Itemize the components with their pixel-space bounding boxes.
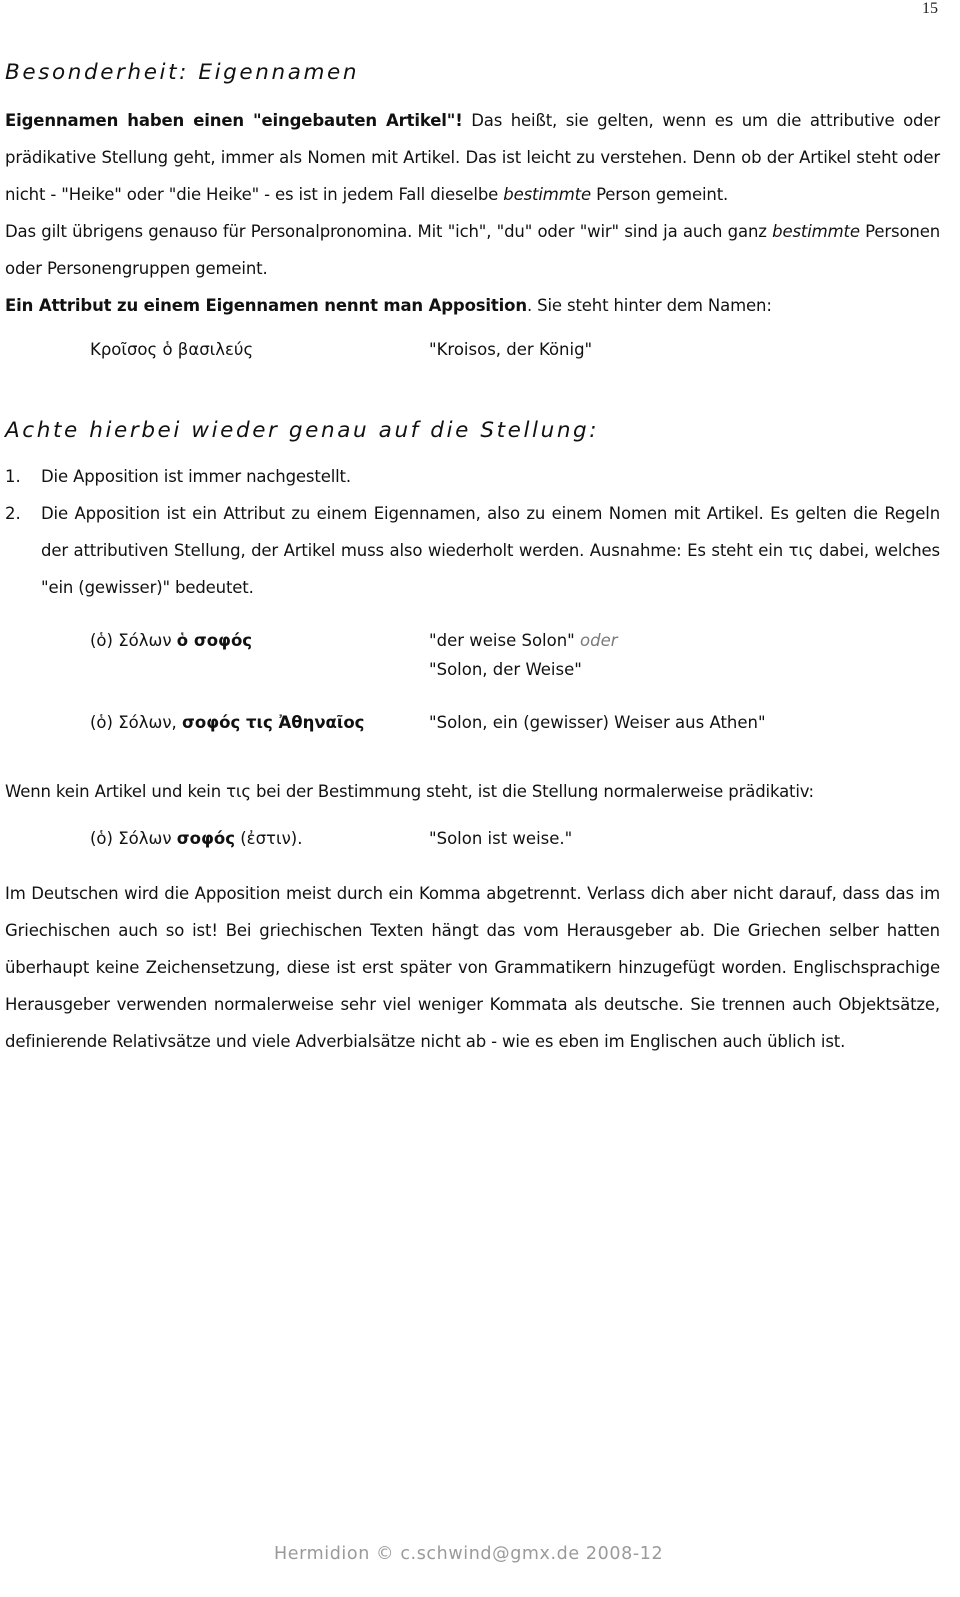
- example-solon-athenaios-translation: "Solon, ein (gewisser) Weiser aus Athen": [429, 712, 766, 732]
- section-heading-stellung: Achte hierbei wieder genau auf die Stellung:: [5, 417, 600, 443]
- example-solon-estin: [5, 824, 940, 853]
- example-kroisos-greek: Κροῖσος ὁ βασιλεύς: [90, 339, 254, 359]
- section-heading-eigennamen: Besonderheit: Eigennamen: [5, 60, 360, 85]
- pronomina-text-1: Das gilt übrigens genauso für Personalpronomina. Mit "ich", "du" oder "wir" sind ja auch ganz: [5, 221, 773, 241]
- greek-bold: ὁ σοφός: [176, 630, 253, 650]
- example-solon-sophos: [5, 626, 940, 684]
- list-item-text: Die Apposition ist immer nachgestellt.: [41, 466, 351, 486]
- translation-1: "der weise Solon": [429, 630, 575, 650]
- greek-bold: σοφός τις Ἀθηναῖος: [182, 712, 365, 732]
- example-solon-sophos-translation: [429, 626, 940, 684]
- greek-plain: (ὁ) Σόλων,: [90, 712, 183, 732]
- pronomina-text-2: Personen oder Personengruppen gemeint.: [5, 221, 941, 278]
- list-item: [5, 495, 940, 606]
- greek-plain: (ὁ) Σόλων: [90, 828, 177, 848]
- rules-list: [5, 458, 940, 606]
- greek-bold: σοφός: [176, 828, 235, 848]
- paragraph-praedikativ: Wenn kein Artikel und kein τις bei der Bestimmung steht, ist die Stellung normalerweise prädikativ:: [5, 781, 814, 801]
- apposition-text: . Sie steht hinter dem Namen:: [526, 295, 772, 315]
- apposition-bold: Ein Attribut zu einem Eigennamen nennt man Apposition: [5, 295, 527, 315]
- page-number: 15: [922, 0, 938, 17]
- list-item-number: 2.: [5, 503, 21, 523]
- intro-text-2: Person gemeint.: [590, 184, 729, 204]
- page-footer: Hermidion © c.schwind@gmx.de 2008-12: [274, 1544, 664, 1564]
- example-kroisos-translation: "Kroisos, der König": [429, 339, 593, 359]
- list-item-text: Die Apposition ist ein Attribut zu einem Eigennamen, also zu einem Nomen mit Artikel. Es gelten die Regeln der attributiven Stellung, der Artikel muss also wiederholt werden. Ausnahme: Es steht ein τις dabei, welches "ein (gewisser)" bedeutet.: [41, 503, 940, 597]
- intro-italic: bestimmte: [503, 184, 591, 204]
- intro-text-1: Das heißt, sie gelten, wenn es um die attributive oder prädikative Stellung geht, immer als Nomen mit Artikel. Das ist leicht zu verstehen. Denn ob der Artikel steht oder nicht - "Heike" oder "die Heike" - es ist in jedem Fall dieselbe: [5, 110, 940, 204]
- greek-plain: (ὁ) Σόλων: [90, 630, 177, 650]
- example-solon-estin-translation: "Solon ist weise.": [429, 828, 573, 848]
- example-kroisos: [5, 338, 940, 362]
- document-body: [5, 56, 940, 1060]
- example-solon-sophos-greek: [5, 626, 429, 684]
- greek-rest: (ἐστιν).: [235, 828, 303, 848]
- list-item: [5, 458, 940, 495]
- intro-bold: Eigennamen haben einen "eingebauten Artikel"!: [5, 110, 463, 130]
- translation-line-1: [429, 626, 940, 655]
- paragraph-komma: Im Deutschen wird die Apposition meist durch ein Komma abgetrennt. Verlass dich aber nicht darauf, dass das im Griechischen auch so ist! Bei griechischen Texten hängt das vom Herausgeber ab. Die Griechen selber hatten überhaupt keine Zeichensetzung, diese ist erst später von Grammatikern hinzugefügt worden. Englischsprachige Herausgeber verwenden normalerweise sehr viel weniger Kommata als deutsche. Sie trennen auch Objektsätze, definierende Relativsätze und viele Adverbialsätze nicht ab - wie es eben im Englischen auch üblich ist.: [5, 883, 940, 1051]
- example-solon-athenaios: [5, 708, 940, 737]
- example-solon-athenaios-greek: [5, 708, 429, 737]
- translation-line-2: "Solon, der Weise": [429, 659, 582, 679]
- oder-word: oder: [580, 630, 618, 650]
- paragraph-apposition: [5, 287, 940, 324]
- paragraph-intro: [5, 102, 940, 213]
- pronomina-italic: bestimmte: [772, 221, 860, 241]
- paragraph-personalpronomina: [5, 213, 940, 287]
- example-solon-estin-greek: [5, 824, 429, 853]
- list-item-number: 1.: [5, 466, 21, 486]
